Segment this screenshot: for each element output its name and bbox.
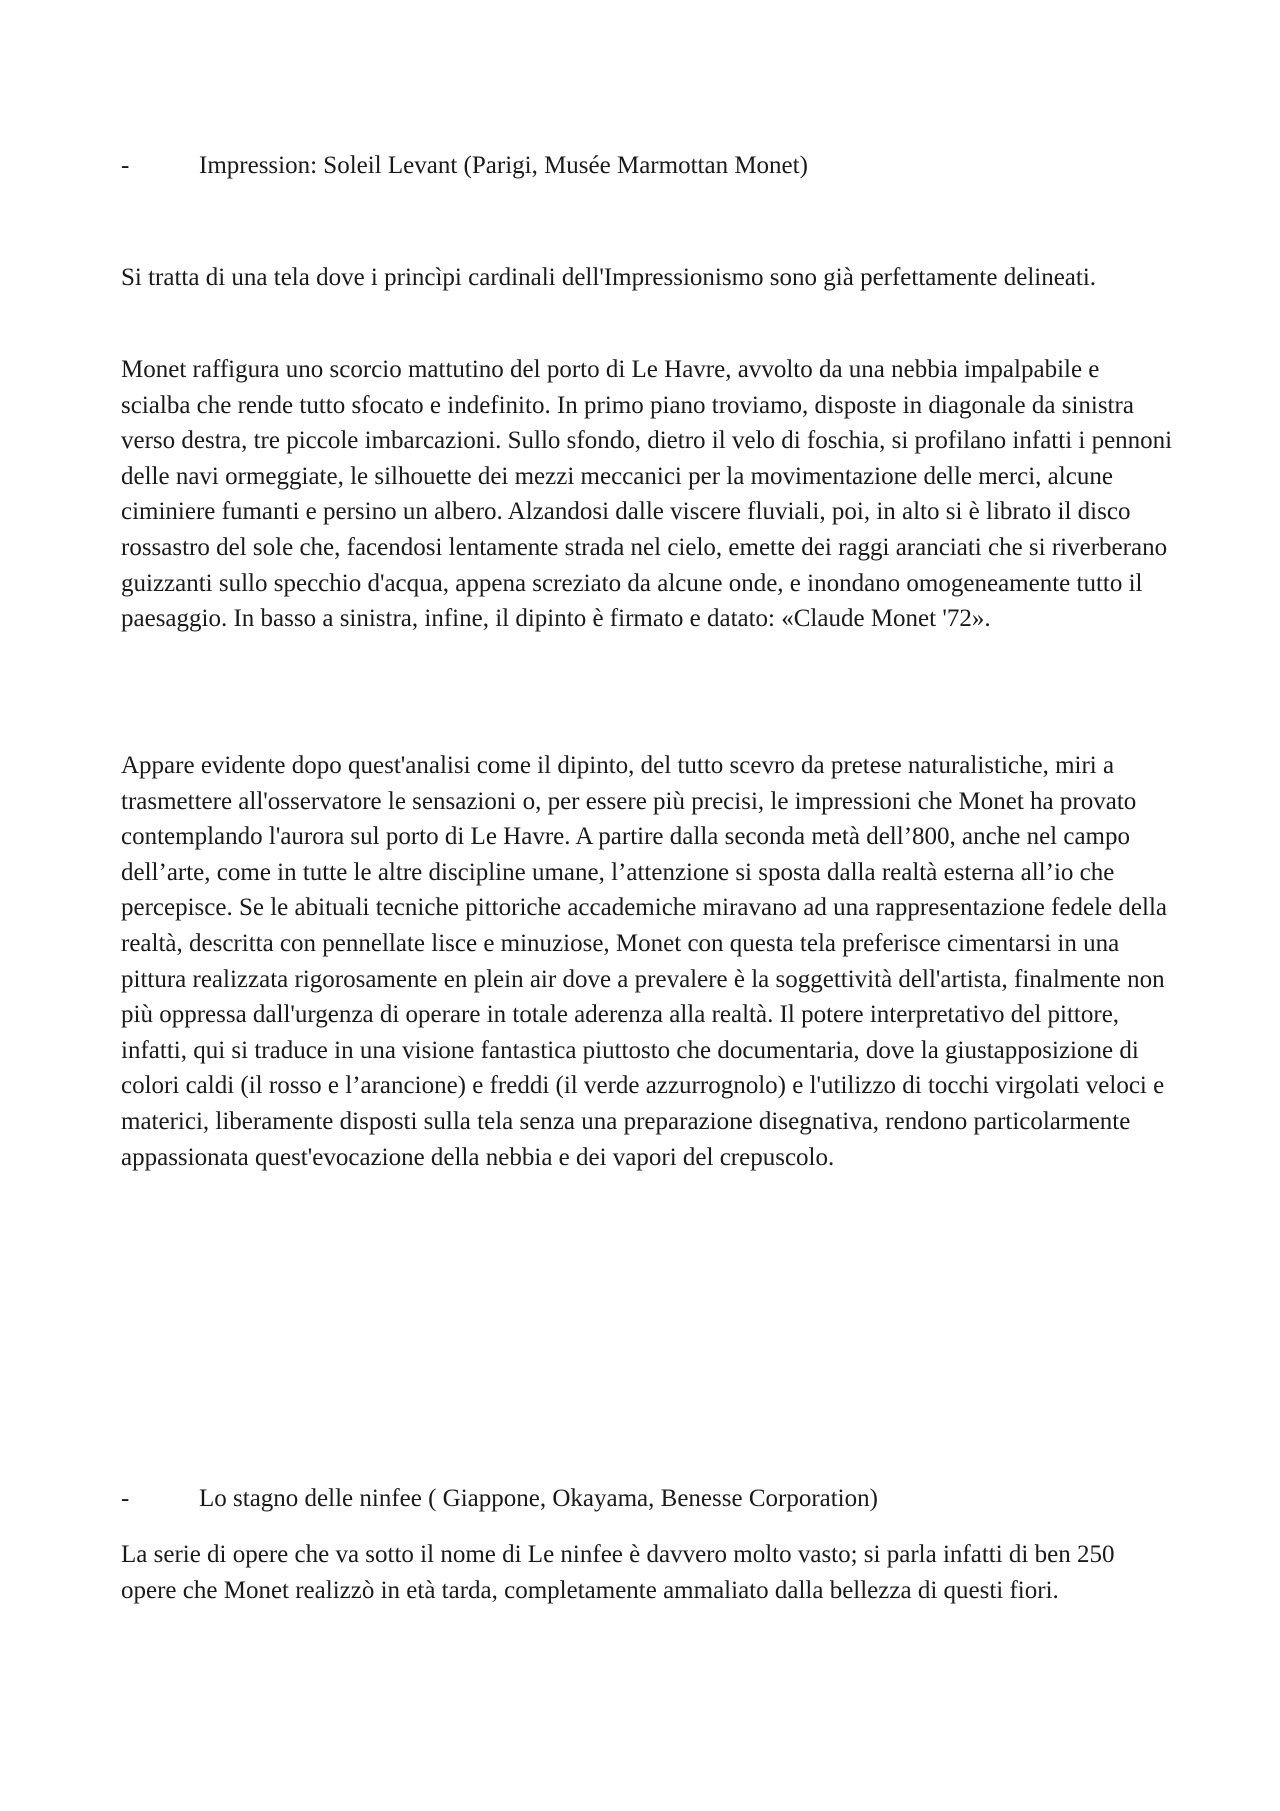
paragraph-ninfee: La serie di opere che va sotto il nome di Le ninfee è davvero molto vasto; si parla infatti di ben 250 opere che Monet realizzò in età tarda, completamente ammaliato dalla bellezza di questi fiori. — [121, 1541, 1115, 1604]
section-title: Impression: Soleil Levant (Parigi, Musée Marmottan Monet) — [199, 152, 808, 179]
bullet-dash: - — [121, 152, 130, 179]
paragraph-description: Monet raffigura uno scorcio mattutino del porto di Le Havre, avvolto da una nebbia impalpabile e scialba che rende tutto sfocato e indefinito. In primo piano troviamo, disposte in diagonale da sinistra verso destra, tre piccole imbarcazioni. Sullo sfondo, dietro il velo di foschia, si profilano infatti i pennoni delle navi ormeggiate, le silhouette dei mezzi meccanici per la movimentazione delle merci, alcune ciminiere fumanti e persino un albero. Alzandosi dalle viscere fluviali, poi, in alto si è librato il disco rossastro del sole che, facendosi lentamente strada nel cielo, emette dei raggi aranciati che si riverberano guizzanti sullo specchio d'acqua, appena screziato da alcune onde, e inondano omogeneamente tutto il paesaggio. In basso a sinistra, infine, il dipinto è firmato e datato: «Claude Monet '72». — [121, 356, 1173, 633]
paragraph-analysis: Appare evidente dopo quest'analisi come il dipinto, del tutto scevro da pretese naturalistiche, miri a trasmettere all'osservatore le sensazioni o, per essere più precisi, le impressioni che Monet ha provato contemplando l'aurora sul porto di Le Havre. A partire dalla seconda metà dell’800, anche nel campo dell’arte, come in tutte le altre discipline umane, l’attenzione si sposta dalla realtà esterna all’io che percepisce. Se le abituali tecniche pittoriche accademiche miravano ad una rappresentazione fedele della realtà, descritta con pennellate lisce e minuziose, Monet con questa tela preferisce cimentarsi in una pittura realizzata rigorosamente en plein air dove a prevalere è la soggettività dell'artista, finalmente non più oppressa dall'urgenza di operare in totale aderenza alla realtà. Il potere interpretativo del pittore, infatti, qui si traduce in una visione fantastica piuttosto che documentaria, dove la giustapposizione di colori caldi (il rosso e l’arancione) e freddi (il verde azzurrognolo) e l'utilizzo di tocchi virgolati veloci e materici, liberamente disposti sulla tela senza una preparazione disegnativa, rendono particolarmente appassionata quest'evocazione della nebbia e dei vapori del crepuscolo. — [121, 752, 1167, 1171]
paragraph-intro: Si tratta di una tela dove i princìpi cardinali dell'Impressionismo sono già perfettamente delineati. — [121, 264, 1097, 291]
bullet-dash: - — [121, 1485, 130, 1512]
section-title: Lo stagno delle ninfee ( Giappone, Okayama, Benesse Corporation) — [199, 1485, 878, 1512]
